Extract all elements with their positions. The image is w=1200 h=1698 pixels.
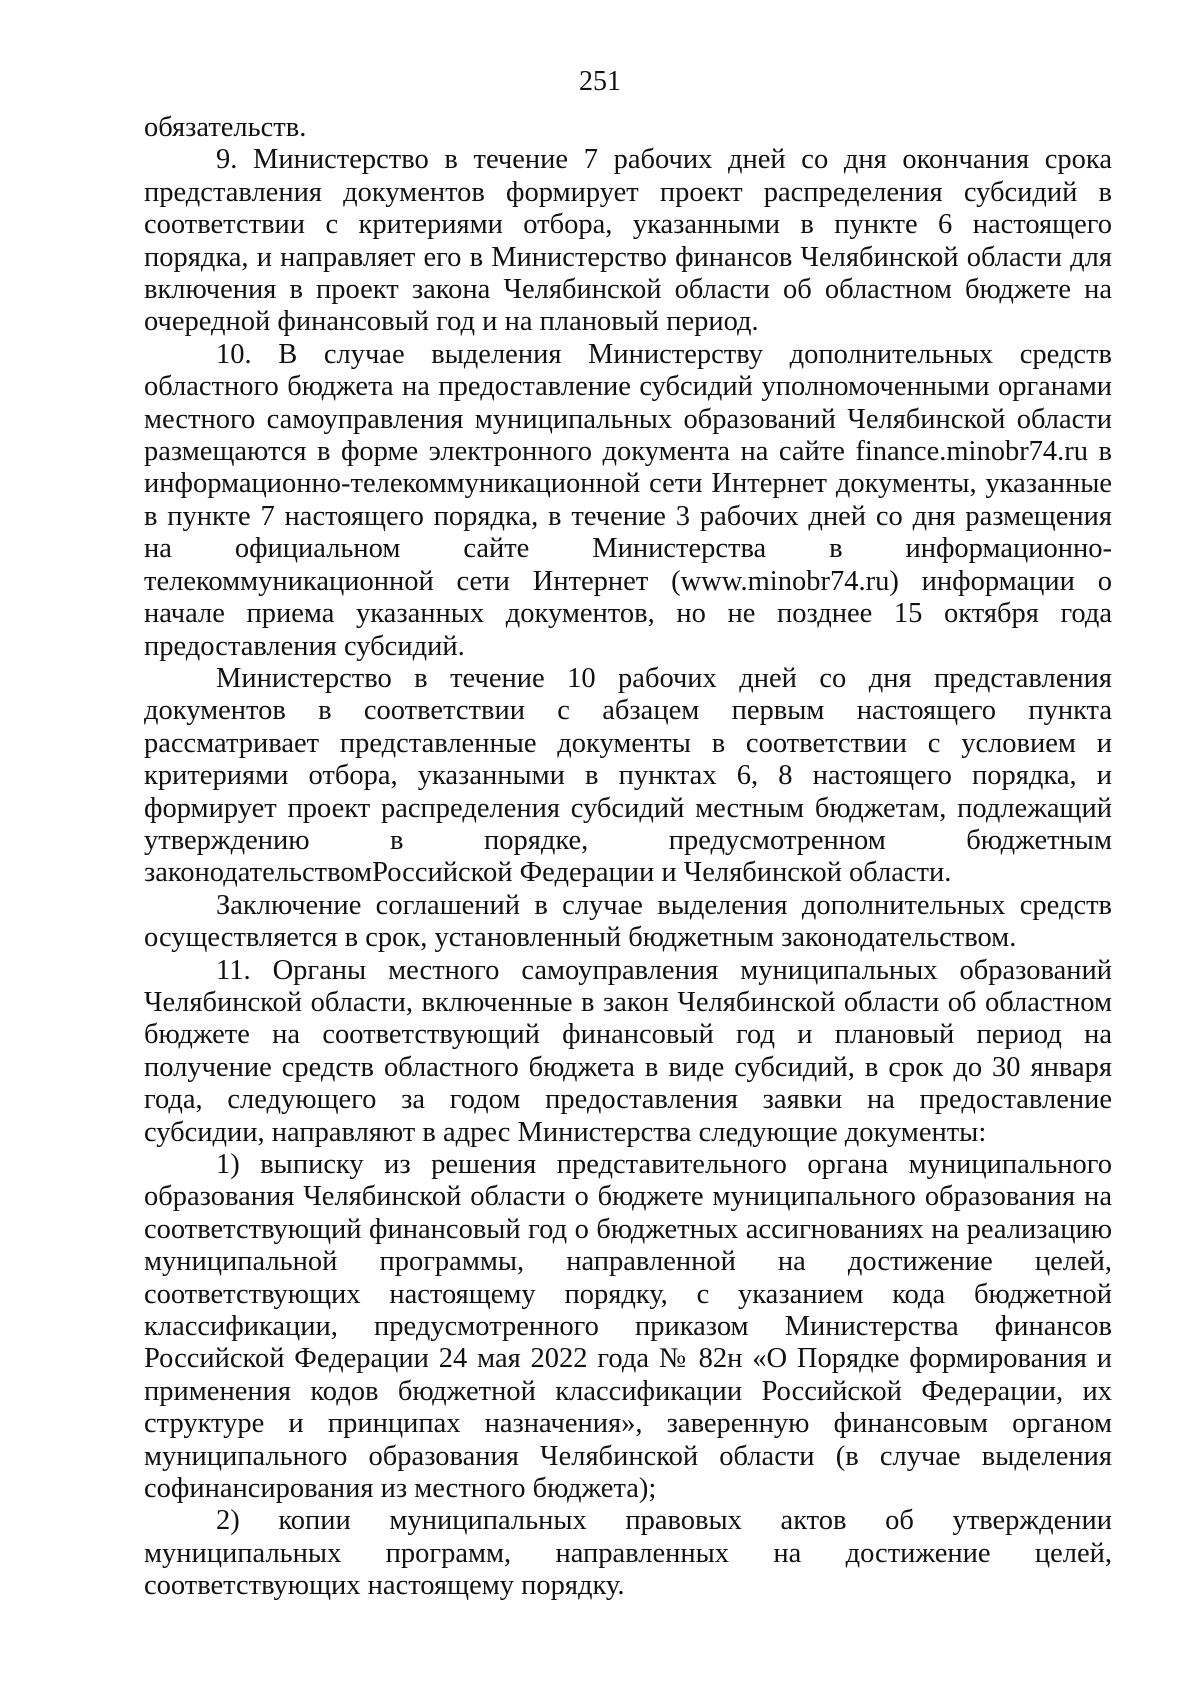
paragraph-subitem-2: 2) копии муниципальных правовых актов об утверждении муниципальных программ, направленных на достижение целей, соответствующих настоящему порядку. <box>144 1505 1112 1602</box>
paragraph-subitem-1: 1) выписку из решения представительного органа муниципального образования Челябинской области о бюджете муниципального образования на соответствующий финансовый год о бюджетных ассигнованиях на реализацию муниципальной программы, направленной на достижение целей, соответствующих настоящему порядку, с указанием кода бюджетной классификации, предусмотренного приказом Министерства финансов Российской Федерации 24 мая 2022 года № 82н «О Порядке формирования и применения кодов бюджетной классификации Российской Федерации, их структуре и принципах назначения», заверенную финансовым органом муниципального образования Челябинской области (в случае выделения софинансирования из местного бюджета); <box>144 1149 1112 1505</box>
paragraph-item-10-third: Заключение соглашений в случае выделения дополнительных средств осуществляется в срок, установленный бюджетным законодательством. <box>144 889 1112 954</box>
paragraph-item-10: 10. В случае выделения Министерству дополнительных средств областного бюджета на предоставление субсидий уполномоченными органами местного самоуправления муниципальных образований Челябинской области размещаются в форме электронного документа на сайте finance.minobr74.ru в информационно-телекоммуникационной сети Интернет документы, указанные в пункте 7 настоящего порядка, в течение 3 рабочих дней со дня размещения на официальном сайте Министерства в информационно-телекоммуникационной сети Интернет (www.minobr74.ru) информации о начале приема указанных документов, но не позднее 15 октября года предоставления субсидий. <box>144 338 1112 662</box>
paragraph-item-11: 11. Органы местного самоуправления муниципальных образований Челябинской области, включенные в закон Челябинской области об областном бюджете на соответствующий финансовый год и плановый период на получение средств областного бюджета в виде субсидий, в срок до 30 января года, следующего за годом предоставления заявки на предоставление субсидии, направляют в адрес Министерства следующие документы: <box>144 954 1112 1148</box>
paragraph-item-9: 9. Министерство в течение 7 рабочих дней со дня окончания срока представления документов формирует проект распределения субсидий в соответствии с критериями отбора, указанными в пункте 6 настоящего порядка, и направляет его в Министерство финансов Челябинской области для включения в проект закона Челябинской области об областном бюджете на очередной финансовый год и на плановый период. <box>144 144 1112 338</box>
page-number: 251 <box>579 66 621 97</box>
paragraph-item-10-second: Министерство в течение 10 рабочих дней со дня представления документов в соответствии с абзацем первым настоящего пункта рассматривает представленные документы в соответствии с условием и критериями отбора, указанными в пунктах 6, 8 настоящего порядка, и формирует проект распределения субсидий местным бюджетам, подлежащий утверждению в порядке, предусмотренном бюджетным законодательствомРоссийской Федерации и Челябинской области. <box>144 662 1112 889</box>
document-body <box>144 112 1112 1603</box>
paragraph-continuation: обязательств. <box>144 112 307 143</box>
